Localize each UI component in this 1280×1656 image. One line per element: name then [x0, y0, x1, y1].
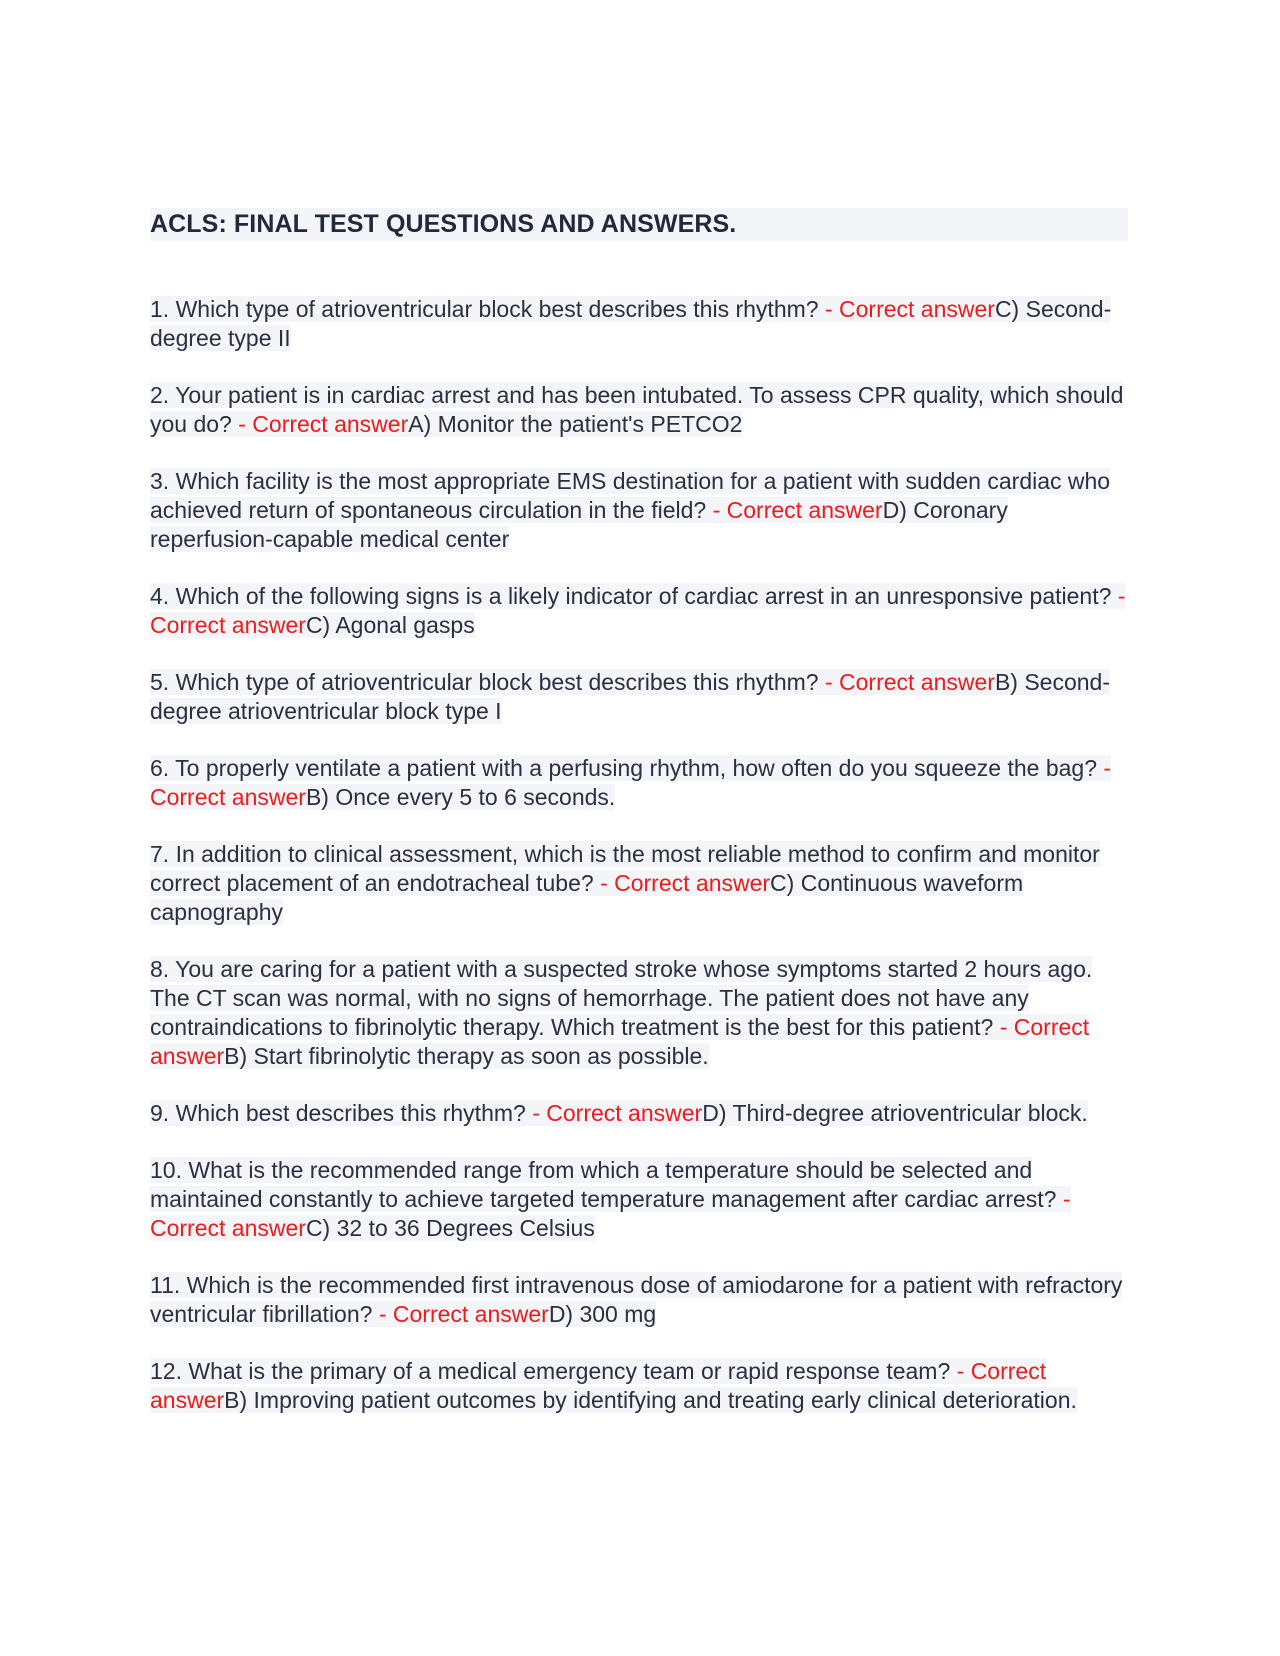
qa-question: 8. You are caring for a patient with a suspected stroke whose symptoms started 2 hours ago. The CT scan was normal, with no signs of hemorrhage. The patient does not have any contraindications to fibrinolytic therapy. Which treatment is the best for this patient? - Correct answerB) Start fibrinolytic therapy as soon as possible.: [150, 956, 1093, 1069]
qa-item: [150, 467, 1128, 554]
qa-answer: B) Second-degree atrioventricular block type I: [150, 669, 1110, 724]
qa-item: [150, 1357, 1128, 1415]
qa-item: [150, 754, 1128, 812]
qa-item: [150, 295, 1128, 353]
qa-answer: B) Start fibrinolytic therapy as soon as possible.: [224, 1043, 709, 1069]
correct-answer-label: - Correct answer: [532, 1100, 703, 1126]
correct-answer-label: - Correct answer: [600, 870, 771, 896]
correct-answer-label: - Correct answer: [712, 497, 883, 523]
qa-question: 5. Which type of atrioventricular block best describes this rhythm? - Correct answerB) Second-degree atrioventricular block type I: [150, 669, 1110, 724]
qa-question: 4. Which of the following signs is a likely indicator of cardiac arrest in an unresponsive patient? - Correct answerC) Agonal gasps: [150, 583, 1126, 638]
qa-question: 3. Which facility is the most appropriate EMS destination for a patient with sudden cardiac who achieved return of spontaneous circulation in the field? - Correct answerD) Coronary reperfusion-capable medical center: [150, 468, 1111, 552]
qa-question: 2. Your patient is in cardiac arrest and has been intubated. To assess CPR quality, which should you do? - Correct answerA) Monitor the patient's PETCO2: [150, 382, 1124, 437]
qa-item: [150, 381, 1128, 439]
qa-question: 12. What is the primary of a medical emergency team or rapid response team? - Correct answerB) Improving patient outcomes by identifying and treating early clinical deterioration.: [150, 1358, 1077, 1413]
qa-item: [150, 1156, 1128, 1243]
qa-question: 10. What is the recommended range from which a temperature should be selected and maintained constantly to achieve targeted temperature management after cardiac arrest? - Correct answerC) 32 to 36 Degrees Celsius: [150, 1157, 1071, 1241]
correct-answer-label: - Correct answer: [824, 669, 995, 695]
document-page: [150, 208, 1128, 1443]
qa-answer: A) Monitor the patient's PETCO2: [408, 411, 743, 437]
qa-answer: C) 32 to 36 Degrees Celsius: [305, 1215, 595, 1241]
qa-item: [150, 668, 1128, 726]
qa-question: 7. In addition to clinical assessment, which is the most reliable method to confirm and monitor correct placement of an endotracheal tube? - Correct answerC) Continuous waveform capnography: [150, 841, 1100, 925]
correct-answer-label: - Correct answer: [150, 1358, 1047, 1413]
qa-item: [150, 955, 1128, 1071]
correct-answer-label: - Correct answer: [150, 583, 1126, 638]
qa-item: [150, 582, 1128, 640]
correct-answer-label: - Correct answer: [824, 296, 995, 322]
qa-answer: B) Improving patient outcomes by identifying and treating early clinical deterioration.: [224, 1387, 1077, 1413]
qa-answer: D) Coronary reperfusion-capable medical center: [150, 497, 1008, 552]
correct-answer-label: - Correct answer: [378, 1301, 549, 1327]
qa-item: [150, 1099, 1128, 1128]
qa-answer: D) Third-degree atrioventricular block.: [702, 1100, 1088, 1126]
correct-answer-label: - Correct answer: [150, 1186, 1071, 1241]
qa-item: [150, 840, 1128, 927]
qa-answer: C) Continuous waveform capnography: [150, 870, 1024, 925]
document-title: ACLS: FINAL TEST QUESTIONS AND ANSWERS.: [150, 208, 1128, 241]
qa-question: 1. Which type of atrioventricular block best describes this rhythm? - Correct answerC) Second-degree type II: [150, 296, 1112, 351]
correct-answer-label: - Correct answer: [150, 1014, 1090, 1069]
qa-answer: D) 300 mg: [548, 1301, 657, 1327]
correct-answer-label: - Correct answer: [238, 411, 409, 437]
qa-question: 6. To properly ventilate a patient with a perfusing rhythm, how often do you squeeze the bag? - Correct answerB) Once every 5 to 6 seconds.: [150, 755, 1112, 810]
qa-answer: C) Second-degree type II: [150, 296, 1112, 351]
correct-answer-label: - Correct answer: [150, 755, 1112, 810]
qa-question: 9. Which best describes this rhythm? - Correct answerD) Third-degree atrioventricular block.: [150, 1100, 1088, 1126]
qa-item: [150, 1271, 1128, 1329]
qa-answer: C) Agonal gasps: [305, 612, 475, 638]
qa-answer: B) Once every 5 to 6 seconds.: [305, 784, 616, 810]
qa-question: 11. Which is the recommended first intravenous dose of amiodarone for a patient with refractory ventricular fibrillation? - Correct answerD) 300 mg: [150, 1272, 1123, 1327]
